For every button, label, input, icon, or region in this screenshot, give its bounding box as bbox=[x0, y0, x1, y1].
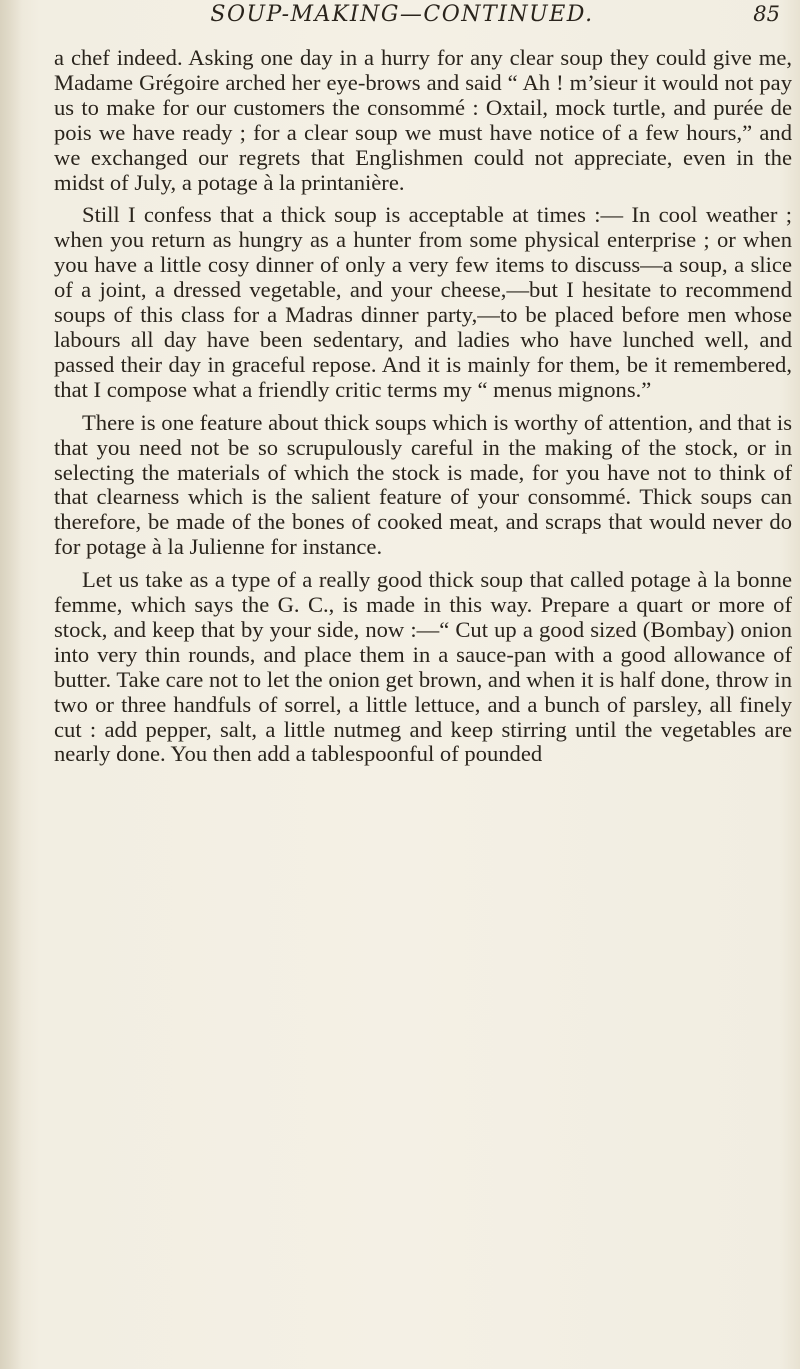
page-gutter-shadow bbox=[0, 0, 22, 1369]
paragraph: a chef indeed. Asking one day in a hurry for any clear soup they could give me, Madame Grégoire arched her eye-brows and said “ Ah ! m’sieur it would not pay us to make for our customers the consommé : Oxtail, mock turtle, and purée de pois we have ready ; for a clear soup we must have notice of a few hours,” and we exchanged our regrets that Englishmen could not appreciate, even in the midst of July, a potage à la printanière. bbox=[54, 45, 792, 195]
paragraph: Let us take as a type of a really good thick soup that called potage à la bonne femme, which says the G. C., is made in this way. Prepare a quart or more of stock, and keep that by your side, now :—“ Cut up a good sized (Bombay) onion into very thin rounds, and place them in a sauce-pan with a good allowance of butter. Take care not to let the onion get brown, and when it is half done, throw in two or three handfuls of sorrel, a little lettuce, and a bunch of parsley, all finely cut : add pepper, salt, a little nutmeg and keep stirring until the vegetables are nearly done. You then add a tablespoonful of pounded bbox=[54, 567, 792, 767]
body-text bbox=[54, 46, 792, 775]
page-number: 85 bbox=[753, 2, 780, 26]
paragraph: There is one feature about thick soups which is worthy of attention, and that is that you need not be so scrupulously careful in the making of the stock, or in selecting the materials of which the stock is made, for you have not to think of that clearness which is the salient feature of your consommé. Thick soups can therefore, be made of the bones of cooked meat, and scraps that would never do for potage à la Julienne for instance. bbox=[54, 409, 792, 560]
running-head: SOUP-MAKING—CONTINUED. bbox=[210, 2, 594, 27]
page-header bbox=[52, 2, 780, 38]
paragraph: Still I confess that a thick soup is acceptable at times :— In cool weather ; when you return as hungry as a hunter from some physical enterprise ; or when you have a little cosy dinner of only a very few items to discuss—a soup, a slice of a joint, a dressed vegetable, and your cheese,—but I hesitate to recommend soups of this class for a Madras dinner party,—to be placed before men whose labours all day have been sedentary, and ladies who have lunched well, and passed their day in graceful repose. And it is mainly for them, be it remembered, that I compose what a friendly critic terms my “ menus mignons.” bbox=[54, 202, 792, 402]
